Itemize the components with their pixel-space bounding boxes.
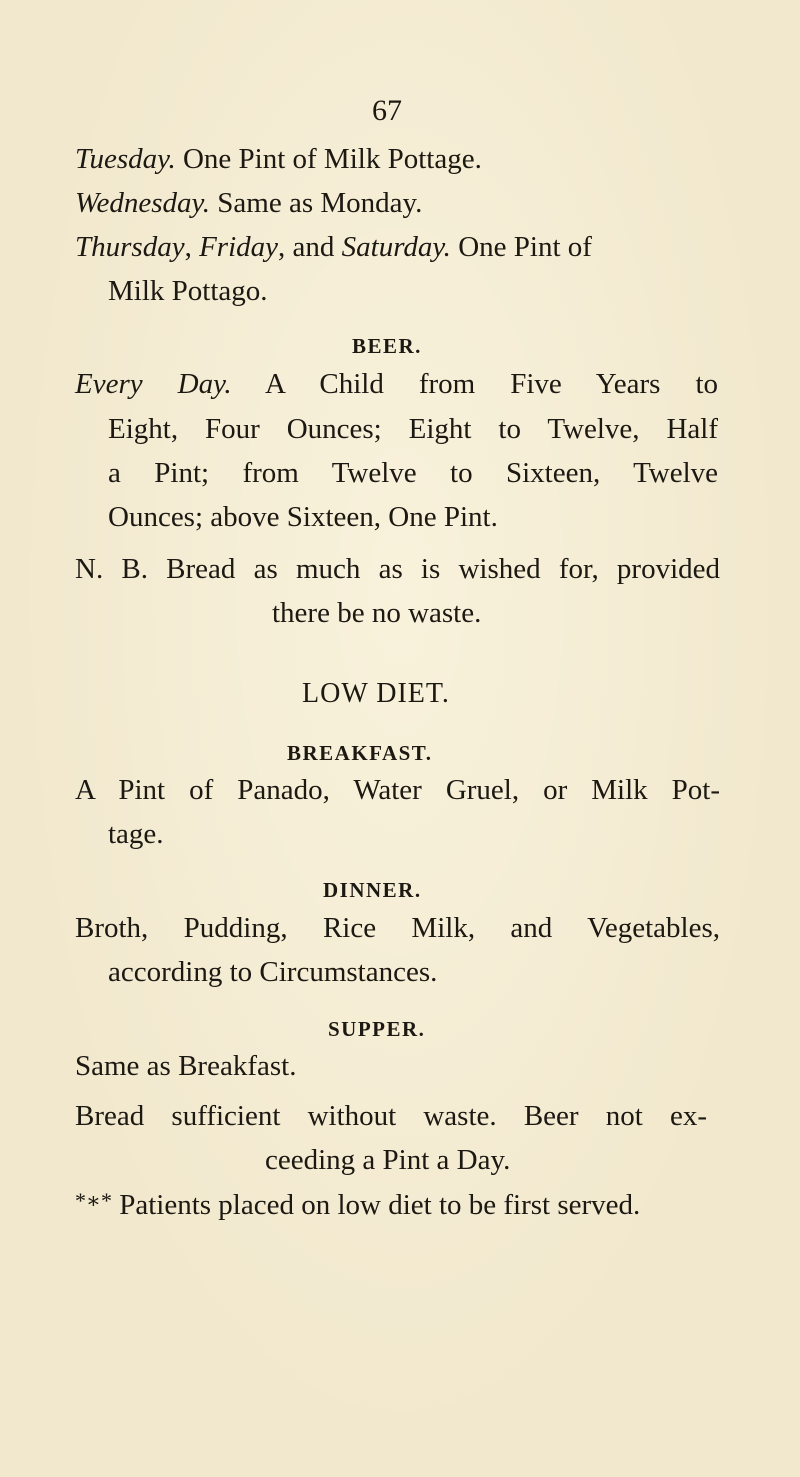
- separator: ,: [184, 231, 200, 263]
- footnote-line: [75, 1188, 641, 1221]
- menu-text: One Pint of: [458, 231, 592, 263]
- tuesday-line: [75, 145, 482, 174]
- day-label: Thursday: [75, 231, 185, 263]
- beer-line-4: Ounces; above Sixteen, One Pint.: [108, 501, 498, 533]
- bread-line-2: ceeding a Pint a Day.: [265, 1144, 511, 1176]
- dinner-line-2: according to Circumstances.: [108, 956, 438, 988]
- bread-line-1: Bread sufficient without waste. Beer not ex-: [75, 1100, 707, 1132]
- breakfast-line-2: tage.: [108, 818, 164, 850]
- beer-line-3: a Pint; from Twelve to Sixteen, Twelve: [108, 457, 718, 489]
- day-label: Friday: [199, 231, 279, 263]
- day-label: Every Day.: [75, 368, 232, 400]
- wednesday-line: [75, 189, 422, 218]
- section-title-low-diet: LOW DIET.: [302, 678, 450, 709]
- beer-text: A Child from Five Years to: [265, 368, 718, 400]
- asterism-mark: *∗*: [75, 1188, 112, 1213]
- section-heading-beer: BEER.: [352, 334, 422, 358]
- section-heading-supper: SUPPER.: [328, 1017, 426, 1041]
- dinner-line-1: Broth, Pudding, Rice Milk, and Vegetables,: [75, 912, 720, 944]
- footnote-text: Patients placed on low diet to be first served.: [119, 1189, 641, 1221]
- day-label: Saturday.: [341, 231, 451, 263]
- page-number: 67: [372, 94, 402, 127]
- day-label: Tuesday.: [75, 143, 176, 175]
- beer-line-2: Eight, Four Ounces; Eight to Twelve, Half: [108, 413, 718, 445]
- menu-text: Same as Monday.: [217, 187, 423, 219]
- separator: , and: [278, 231, 342, 263]
- pottage-line: Milk Pottago.: [108, 275, 268, 307]
- thursday-line: [75, 233, 592, 262]
- supper-line-1: Same as Breakfast.: [75, 1050, 297, 1082]
- day-label: Wednesday.: [75, 187, 211, 219]
- nota-bene-line-1: N. B. Bread as much as is wished for, provided: [75, 553, 720, 585]
- nota-bene-line-2: there be no waste.: [272, 597, 482, 629]
- menu-text: One Pint of Milk Pottage.: [182, 143, 482, 175]
- breakfast-line-1: A Pint of Panado, Water Gruel, or Milk Pot-: [75, 774, 720, 806]
- beer-line-1: [75, 370, 718, 399]
- section-heading-dinner: DINNER.: [323, 878, 422, 902]
- section-heading-breakfast: BREAKFAST.: [287, 741, 433, 765]
